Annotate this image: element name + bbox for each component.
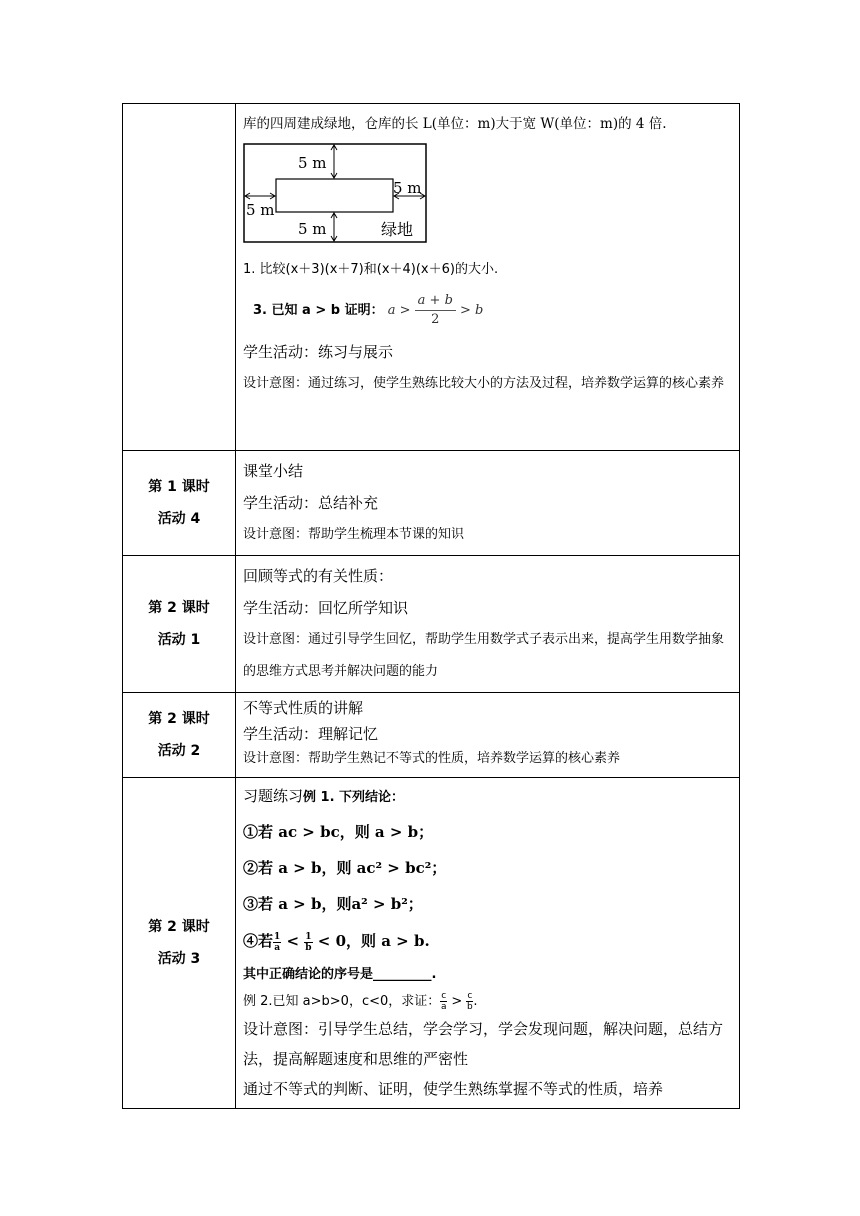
fraction-c-over-a: $\frac{c}{a}$ (440, 991, 447, 1012)
row-label-activity: 活动 3 (157, 951, 201, 967)
table-row (123, 778, 740, 1109)
row-content (236, 693, 740, 778)
content-line: 学生活动：总结补充 (243, 494, 379, 512)
row-label (123, 693, 236, 778)
figure-left-label: 5 m (246, 201, 275, 219)
content-line: 学生活动：理解记忆 (243, 725, 379, 743)
row-label-empty (123, 104, 236, 451)
fraction-1-over-b: $\frac{1}{b}$ (305, 931, 312, 953)
row-label (123, 778, 236, 1109)
row-label (123, 556, 236, 693)
table-row (123, 451, 740, 556)
example-2: 例 2.已知 a>b>0，c<0，求证： $\frac{c}{a}$ > $\frac{c}{b}$ . (243, 991, 478, 1012)
exercise-item: ③若 a > b，则a² > b²； (243, 895, 423, 913)
row-label-activity: 活动 4 (157, 511, 201, 527)
content-line: 不等式性质的讲解 (243, 699, 364, 717)
row-content (236, 556, 740, 693)
row-content (236, 778, 740, 1109)
figure-bottom-label: 5 m (298, 220, 327, 238)
row-content (236, 104, 740, 451)
intro-text: 库的四周建成绿地，仓库的长 L(单位：m)大于宽 W(单位：m)的 4 倍. (243, 116, 667, 132)
warehouse-figure (243, 142, 429, 246)
figure-green-label: 绿地 (381, 220, 414, 239)
exercise-item: ④若 $\frac{1}{a}$ < $\frac{1}{b}$ < 0，则 a > b. (243, 931, 430, 953)
content-line: 回顾等式的有关性质： (243, 567, 394, 585)
row-label-activity: 活动 1 (157, 632, 201, 648)
ex2-end: . (473, 994, 478, 1009)
figure-right-label: 5 m (393, 179, 422, 197)
row-content (236, 451, 740, 556)
exercise-item: ②若 a > b，则 ac² > bc²； (243, 859, 447, 877)
content-line: 学生活动：回忆所学知识 (243, 599, 409, 617)
table-row (123, 693, 740, 778)
content-line: 设计意图：通过引导学生回忆，帮助学生用数学式子表示出来，提高学生用数学抽象的思维方式思考并解决问题的能力 (243, 632, 725, 679)
ex2-prefix: 例 2.已知 a>b>0，c<0，求证： (243, 994, 441, 1009)
fraction-c-over-b: $\frac{c}{b}$ (467, 991, 473, 1012)
item4-prefix: ④若 (243, 932, 274, 950)
content-line: 通过不等式的判断、证明，使学生熟练掌握不等式的性质，培养 (243, 1080, 664, 1098)
design-intent: 设计意图：通过练习，使学生熟练比较大小的方法及过程，培养数学运算的核心素养 (243, 376, 725, 391)
q3-prefix: 3. 已知 a > b 证明： (253, 303, 384, 318)
exercise-heading (243, 780, 733, 814)
row-label (123, 451, 236, 556)
row-label-lesson: 第 1 课时 (148, 479, 210, 495)
content-line: 课堂小结 (243, 462, 304, 480)
question-1: 1. 比较(x＋3)(x＋7)和(x＋4)(x＋6)的大小. (243, 262, 499, 277)
exercise-item: ①若 ac > bc，则 a > b； (243, 823, 434, 841)
item4-suffix: ，则 a > b. (346, 932, 430, 950)
q3-numerator: a + b (415, 292, 456, 311)
row-label-activity: 活动 2 (157, 743, 201, 759)
student-activity: 学生活动：练习与展示 (243, 343, 394, 361)
q3-left: a > (387, 303, 411, 318)
answer-blank: 其中正确结论的序号是_________. (243, 967, 437, 982)
table-row (123, 104, 740, 451)
q3-right: > b (460, 303, 484, 318)
lesson-table (122, 103, 740, 1109)
q3-denominator: 2 (431, 312, 440, 327)
row-label-lesson: 第 2 课时 (148, 600, 210, 616)
q3-fraction (415, 292, 456, 329)
exercise-heading-bold: 例 1. 下列结论： (303, 790, 405, 805)
fraction-1-over-a: $\frac{1}{a}$ (274, 931, 281, 953)
table-row (123, 556, 740, 693)
figure-top-label: 5 m (298, 154, 327, 172)
row-label-lesson: 第 2 课时 (148, 711, 210, 727)
design-intent: 设计意图：引导学生总结，学会学习，学会发现问题，解决问题，总结方法，提高解题速度和思维的严密性 (243, 1020, 724, 1068)
content-line: 设计意图：帮助学生熟记不等式的性质，培养数学运算的核心素养 (243, 751, 621, 766)
content-line: 设计意图：帮助学生梳理本节课的知识 (243, 527, 465, 542)
question-3 (243, 286, 733, 336)
exercise-heading-plain: 习题练习 (243, 787, 304, 805)
row-label-lesson: 第 2 课时 (148, 919, 210, 935)
